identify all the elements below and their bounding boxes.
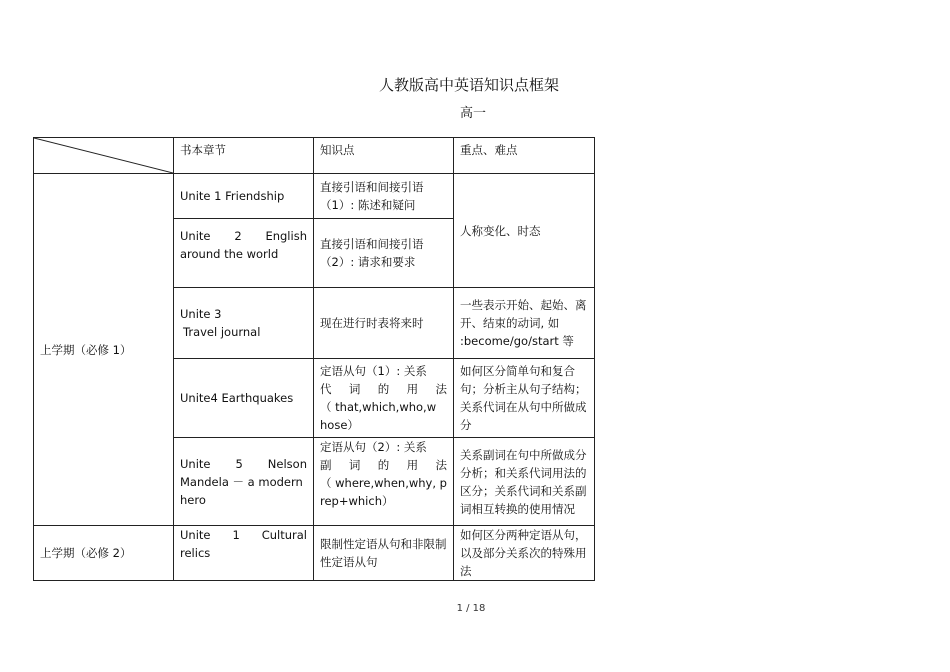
chapter-word: Unite xyxy=(180,456,211,471)
document-subtitle xyxy=(0,102,950,121)
page-indicator-text: 1 / 18 xyxy=(456,603,486,614)
knowledge-cell xyxy=(314,359,454,438)
knowledge-cell: 直接引语和间接引语（1）: 陈述和疑问 xyxy=(314,174,454,219)
keypoints-cell: 关系副词在句中所做成分分析；和关系代词用法的区分；关系代词和关系副词相互转换的使用情况 xyxy=(454,438,595,526)
knowledge-char: 代 xyxy=(320,382,332,396)
knowledge-char: 词 xyxy=(348,458,361,472)
chapter-word: 2 xyxy=(234,229,242,243)
knowledge-char: 用 xyxy=(406,382,419,396)
term-cell-book1: 上学期（必修 1） xyxy=(34,174,174,526)
chapter-word: English xyxy=(265,229,307,243)
header-keypoints: 重点、难点 xyxy=(454,138,595,174)
chapter-word: Unite xyxy=(180,528,211,542)
knowledge-char: 副 xyxy=(320,458,332,472)
chapter-line-1 xyxy=(180,227,307,245)
diagonal-line xyxy=(34,138,173,173)
document-title xyxy=(0,74,950,95)
knowledge-line-3: （ where,when,why, p rep+which） xyxy=(320,476,447,508)
knowledge-cell: 直接引语和间接引语（2）: 请求和要求 xyxy=(314,219,454,288)
chapter-word: Nelson xyxy=(267,456,307,471)
keypoints-cell: 如何区分两种定语从句，以及部分关系次的特殊用法 xyxy=(454,526,595,581)
knowledge-char: 的 xyxy=(377,458,390,472)
chapter-cell xyxy=(174,288,314,359)
chapter-cell: Unite4 Earthquakes xyxy=(174,359,314,438)
knowledge-char: 用 xyxy=(406,458,419,472)
chapter-cell xyxy=(174,219,314,288)
chapter-cell: Unite 1 Friendship xyxy=(174,174,314,219)
keypoints-cell: 一些表示开始、起始、离开、结束的动词, 如 :become/go/start 等 xyxy=(454,288,595,359)
chapter-line-2: Mandela － a modern hero xyxy=(180,474,303,507)
knowledge-char: 法 xyxy=(435,458,447,472)
diagonal-corner-cell xyxy=(34,138,174,174)
table-row xyxy=(34,174,595,219)
knowledge-line-3: （ that,which,who,w hose） xyxy=(320,400,437,432)
header-chapter: 书本章节 xyxy=(174,138,314,174)
knowledge-char: 词 xyxy=(348,382,361,396)
page-indicator xyxy=(0,603,950,614)
chapter-cell xyxy=(174,438,314,526)
chapter-line-1 xyxy=(180,455,307,473)
chapter-cell xyxy=(174,526,314,581)
knowledge-cell: 限制性定语从句和非限制性定语从句 xyxy=(314,526,454,581)
chapter-word: 1 xyxy=(232,528,240,542)
document-subtitle-text: 高一 xyxy=(459,106,486,121)
table-header-row xyxy=(34,138,595,174)
chapter-line-1 xyxy=(180,526,307,544)
keypoints-cell: 如何区分简单句和复合句；分析主从句子结构；关系代词在从句中所做成分 xyxy=(454,359,595,438)
knowledge-table xyxy=(33,137,595,581)
knowledge-cell: 现在进行时表将来时 xyxy=(314,288,454,359)
knowledge-char: 的 xyxy=(377,382,390,396)
header-knowledge: 知识点 xyxy=(314,138,454,174)
knowledge-line-1: 定语从句（2）: 关系 xyxy=(320,440,427,454)
chapter-word: Unite xyxy=(180,229,211,243)
chapter-line-2: relics xyxy=(180,546,211,560)
table-row xyxy=(34,526,595,581)
chapter-word: Cultural xyxy=(261,528,307,542)
knowledge-line-1: 定语从句（1）: 关系 xyxy=(320,364,427,378)
chapter-word: 5 xyxy=(235,456,243,471)
knowledge-char: 法 xyxy=(435,382,447,396)
keypoints-cell: 人称变化、时态 xyxy=(454,174,595,288)
knowledge-line-2 xyxy=(320,456,447,474)
knowledge-line-2 xyxy=(320,380,447,398)
term-cell-book2: 上学期（必修 2） xyxy=(34,526,174,581)
chapter-line-2: Travel journal xyxy=(183,325,261,339)
document-title-text: 人教版高中英语知识点框架 xyxy=(378,76,559,94)
chapter-line-2: around the world xyxy=(180,247,279,261)
chapter-line-1: Unite 3 xyxy=(180,307,222,321)
knowledge-cell xyxy=(314,438,454,526)
